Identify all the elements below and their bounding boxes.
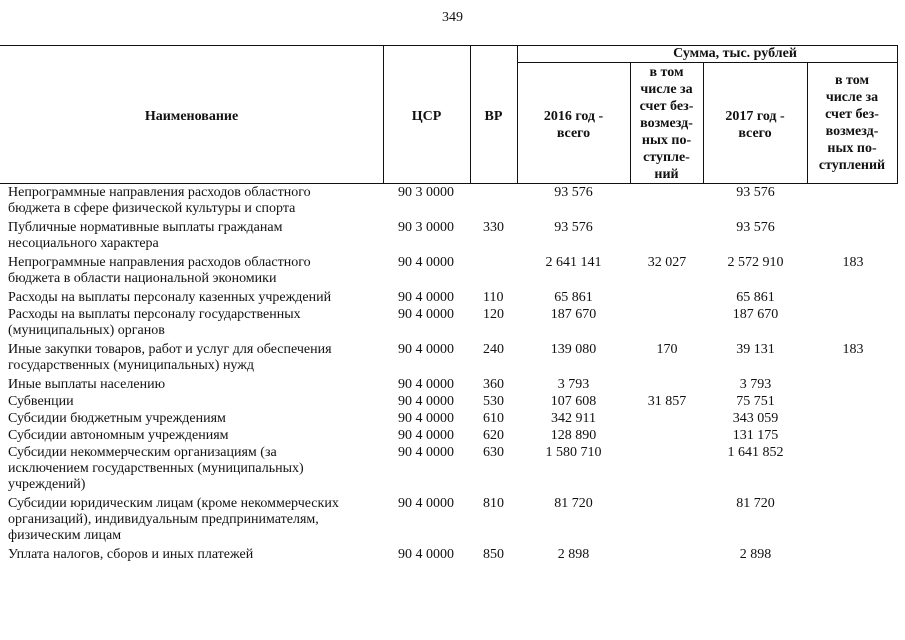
row-csr: 90 4 0000: [398, 255, 454, 270]
row-2017-total: 187 670: [732, 307, 779, 322]
row-csr: 90 4 0000: [398, 496, 454, 511]
row-2016-total: 187 670: [550, 307, 597, 322]
row-vr: 240: [483, 342, 504, 357]
header-line: числе за: [640, 82, 693, 97]
row-2016-total: 65 861: [554, 290, 593, 305]
row-2017-total: 2 898: [739, 547, 772, 562]
row-vr: 120: [483, 307, 504, 322]
row-2017-free: 183: [842, 342, 864, 357]
row-name: [8, 220, 383, 252]
header-line: 2017 год -: [725, 109, 785, 124]
name-line: Иные выплаты населению: [8, 377, 166, 392]
header-2016-total: [517, 108, 630, 142]
row-name: [8, 377, 383, 393]
name-line: бюджета в области национальной экономики: [8, 271, 277, 286]
header-2016-free: [630, 64, 703, 183]
row-vr: 530: [483, 394, 504, 409]
name-line: Публичные нормативные выплаты гражданам: [8, 220, 283, 235]
name-line: организаций), индивидуальным предпринимателям,: [8, 512, 319, 527]
header-line: возмезд-: [825, 124, 879, 139]
name-line: физическим лицам: [8, 528, 122, 543]
row-csr: 90 4 0000: [398, 377, 454, 392]
row-csr: 90 3 0000: [398, 185, 454, 200]
header-vr: ВР: [484, 109, 503, 124]
header-line: ступлений: [818, 158, 886, 173]
page-number: 349: [442, 10, 463, 25]
row-2017-total: 93 576: [736, 220, 775, 235]
row-csr: 90 4 0000: [398, 445, 454, 460]
header-line: всего: [738, 126, 772, 141]
row-name: [8, 185, 383, 217]
row-csr: 90 4 0000: [398, 547, 454, 562]
row-name: [8, 496, 383, 544]
header-line: всего: [556, 126, 591, 141]
row-2016-total: 1 580 710: [545, 445, 602, 460]
row-csr: 90 4 0000: [398, 411, 454, 426]
row-2017-total: 343 059: [732, 411, 779, 426]
header-line: ных по-: [827, 141, 877, 156]
name-line: Уплата налогов, сборов и иных платежей: [8, 547, 254, 562]
row-name: [8, 342, 383, 374]
name-line: Субсидии бюджетным учреждениям: [8, 411, 226, 426]
header-line: ных по-: [641, 133, 692, 148]
row-2016-total: 2 641 141: [545, 255, 602, 270]
row-name: [8, 255, 383, 287]
name-line: несоциального характера: [8, 236, 159, 251]
row-csr: 90 3 0000: [398, 220, 454, 235]
row-2016-total: 139 080: [550, 342, 597, 357]
name-line: Расходы на выплаты персоналу государственных: [8, 307, 301, 322]
row-vr: 330: [483, 220, 504, 235]
row-name: [8, 411, 383, 427]
row-2017-total: 81 720: [736, 496, 775, 511]
row-2017-free: 183: [842, 255, 864, 270]
row-2016-total: 81 720: [554, 496, 593, 511]
row-vr: 630: [483, 445, 504, 460]
row-2016-total: 93 576: [554, 220, 593, 235]
row-csr: 90 4 0000: [398, 307, 454, 322]
row-csr: 90 4 0000: [398, 428, 454, 443]
header-2017-total: [703, 108, 807, 142]
row-2016-total: 93 576: [554, 185, 593, 200]
name-line: исключением государственных (муниципальных): [8, 461, 304, 476]
row-2017-total: 2 572 910: [727, 255, 784, 270]
row-name: [8, 428, 383, 444]
header-line: в том: [834, 73, 870, 88]
header-name: Наименование: [144, 109, 239, 124]
header-csr: ЦСР: [411, 109, 442, 124]
row-2016-free: 31 857: [647, 394, 687, 409]
row-2017-total: 65 861: [736, 290, 775, 305]
row-2017-total: 39 131: [736, 342, 775, 357]
row-name: [8, 394, 383, 410]
name-line: Субсидии автономным учреждениям: [8, 428, 229, 443]
row-vr: 110: [483, 290, 504, 305]
name-line: Расходы на выплаты персоналу казенных учреждений: [8, 290, 332, 305]
header-sum-group: Сумма, тыс. рублей: [673, 46, 797, 61]
row-csr: 90 4 0000: [398, 394, 454, 409]
row-2016-total: 2 898: [557, 547, 590, 562]
name-line: учреждений): [8, 477, 86, 492]
name-line: государственных (муниципальных) нужд: [8, 358, 255, 373]
row-2016-total: 128 890: [550, 428, 597, 443]
header-line: счет без-: [825, 107, 879, 122]
row-2017-total: 3 793: [739, 377, 772, 392]
sum-group-rule: [517, 62, 898, 63]
row-2016-total: 3 793: [557, 377, 590, 392]
header-bottom-rule: [0, 183, 898, 184]
row-csr: 90 4 0000: [398, 342, 454, 357]
row-name: [8, 290, 383, 306]
row-vr: 850: [483, 547, 504, 562]
header-line: в том: [649, 65, 684, 80]
name-line: Субсидии юридическим лицам (кроме некоммерческих: [8, 496, 339, 511]
header-2017-free: [807, 72, 897, 174]
row-2017-total: 75 751: [736, 394, 775, 409]
row-name: [8, 547, 383, 563]
col-divider: [897, 45, 898, 183]
header-line: счет без-: [639, 99, 694, 114]
row-2017-total: 131 175: [732, 428, 779, 443]
row-2016-free: 32 027: [647, 255, 687, 270]
row-2017-total: 1 641 852: [727, 445, 784, 460]
row-vr: 620: [483, 428, 504, 443]
header-line: возмезд-: [640, 116, 693, 131]
row-csr: 90 4 0000: [398, 290, 454, 305]
name-line: Непрограммные направления расходов областного: [8, 255, 311, 270]
name-line: Субвенции: [8, 394, 74, 409]
row-2016-total: 342 911: [551, 411, 596, 426]
name-line: Непрограммные направления расходов областного: [8, 185, 311, 200]
header-line: ний: [654, 167, 679, 182]
header-line: 2016 год -: [543, 109, 604, 124]
header-line: числе за: [825, 90, 879, 105]
row-2016-total: 107 608: [550, 394, 597, 409]
name-line: (муниципальных) органов: [8, 323, 165, 338]
row-name: [8, 307, 383, 339]
name-line: бюджета в сфере физической культуры и спорта: [8, 201, 296, 216]
name-line: Иные закупки товаров, работ и услуг для обеспечения: [8, 342, 332, 357]
row-vr: 610: [483, 411, 504, 426]
header-line: ступле-: [643, 150, 690, 165]
row-vr: 360: [483, 377, 504, 392]
row-2016-free: 170: [656, 342, 678, 357]
row-vr: 810: [483, 496, 504, 511]
row-name: [8, 445, 383, 493]
name-line: Субсидии некоммерческим организациям (за: [8, 445, 277, 460]
row-2017-total: 93 576: [736, 185, 775, 200]
